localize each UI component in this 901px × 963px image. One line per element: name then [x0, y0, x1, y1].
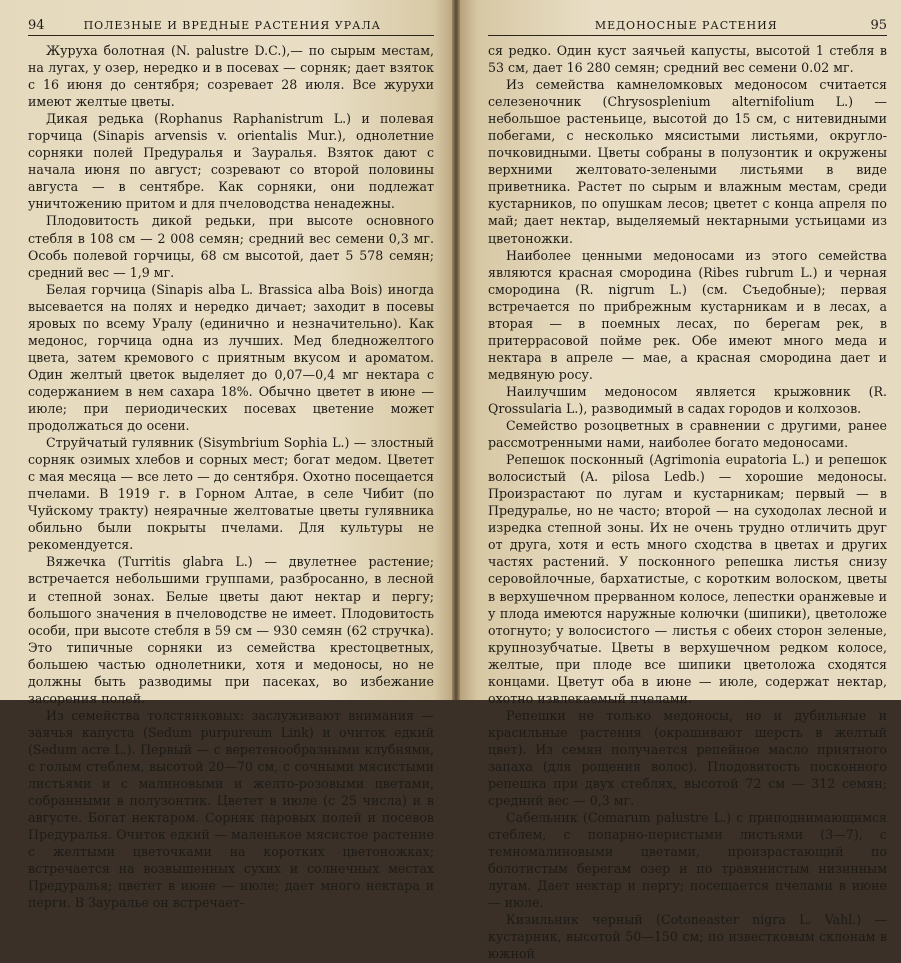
paragraph: Из семейства камнеломковых медоносом считается селезеночник (Chrysosplenium alternifolium L.) — небольшое растеньице, высотой до 15 см, с нитевидными побегами, с несколько мясистыми листьями, округло-почковидными. Цветы собраны в полузонтик и окружены верхними желтовато-зелеными листьями в виде приветника. Растет по сырым и влажным местам, среди кустарников, по опушкам лесов; цветет с конца апреля по май; дает нектар, выделяемый нектарными устьицами из цветоножки.	[488, 77, 887, 246]
paragraph: Семейство розоцветных в сравнении с другими, ранее рассмотренными нами, наиболее богато медоносами.	[488, 418, 887, 451]
paragraph: Струйчатый гулявник (Sisymbrium Sophia L.) — злостный сорняк озимых хлебов и сорных мест; богат медом. Цветет с мая месяца — все лето — до сентября. Охотно посещается пчелами. В 1919 г. в Горном Алтае, в селе Чибит (по Чуйскому тракту) неярачные желтоватые цветы гулявника обильно были покрыты пчелами. Для культуры не рекомендуется.	[28, 435, 434, 553]
paragraph: Наиболее ценными медоносами из этого семейства являются красная смородина (Ribes rubrum L.) и черная смородина (R. nigrum L.) (см. Съедобные); первая встречается по прибрежным кустарникам и в лесах, а вторая — в поемных лесах, по берегам рек, в притеррасовой пойме рек. Обе имеют много меда и нектара в апреле — мае, а красная смородина дает и медвяную росу.	[488, 247, 887, 382]
paragraph: Вяжечка (Turritis glabra L.) — двулетнее растение; встречается небольшими группами, разбросанно, в лесной и степной зонах. Белые цветы дают нектар и пергу; большого значения в пчеловодстве не имеет. Плодовитость особи, при высоте стебля в 59 см — 930 семян (62 стручка). Это типичные сорняки из семейства крестоцветных, большею частью однолетники, хотя и медоносы, но не должны быть разводимы при пасеках, во избежание засорения полей.	[28, 554, 434, 706]
left-page-text	[28, 42, 434, 911]
paragraph: Репешок посконный (Agrimonia eupatoria L.) и репешок волосистый (A. pilosa Ledb.) — хорошие медоносы. Произрастают по лугам и кустарникам; первый — в Предуралье, но не часто; второй — на суходолах лесной и изредка степной зоны. Их не очень трудно отличить друг от друга, хотя и есть много сходства в цветах и других частях растений. У посконного репешка листья снизу серовойлочные, бархатистые, с коротким волоском, цветы в верхушечном прерванном колосе, лепестки оранжевые и у плода имеются наружные колючки (шипики), цветоложе отогнуто; у волосистого — листья с обеих сторон зеленые, крупнозубчатые. Цветы в верхушечном редком колосе, желтые, при плоде все шипики цветоложа сходятся концами. Цветут оба в июне — июле, содержат нектар, охотно извлекаемый пчелами.	[488, 452, 887, 706]
right-page	[460, 0, 901, 962]
paragraph: Наилучшим медоносом является крыжовник (R. Qrossularia L.), разводимый в садах городов и колхозов.	[488, 383, 887, 416]
left-page	[0, 0, 452, 911]
right-page-text	[488, 42, 887, 963]
right-page-number: 95	[870, 18, 887, 33]
paragraph: Журуха болотная (N. palustre D.C.),— по сырым местам, на лугах, у озер, нередко и в посевах — сорняк; дает взяток с 16 июня до сентября; созревает 28 июля. Все журухи имеют желтые цветы.	[28, 43, 434, 110]
paragraph: Из семейства толстянковых: заслуживают внимания — заячья капуста (Sedum purpureum Link) и очиток едкий (Sedum acre L.). Первый — с веретенообразными клубнями, с голым стеблем, высотой 20—70 см, с сочными мясистыми листьями и с малиновыми и желто-розовыми цветами, собранными в полузонтик. Цветет в июле (с 25 числа) и в августе. Богат нектаром. Сорняк паровых полей и посевов Предуралья. Очиток едкий — маленькое мясистое растение с желтыми цветочками на коротких цветоножках; встречается на возвышенных сухих и солнечных местах Предуралья; цветет в июне — июле; дает много нектара и перги. В Зауралье он встречает-	[28, 707, 434, 911]
paragraph: Кизильник черный (Cotoneaster nigra L. Vahl.) — кустарник, высотой 50—150 см; по известковым склонам в южной	[488, 912, 887, 962]
paragraph: Плодовитость дикой редьки, при высоте основного стебля в 108 см — 2 008 семян; средний вес семени 0,3 мг. Особь полевой горчицы, 68 см высотой, дает 5 578 семян; средний вес — 1,9 мг.	[28, 213, 434, 280]
right-running-head: МЕДОНОСНЫЕ РАСТЕНИЯ	[594, 19, 778, 32]
left-running-head: ПОЛЕЗНЫЕ И ВРЕДНЫЕ РАСТЕНИЯ УРАЛА	[83, 19, 381, 32]
paragraph: Дикая редька (Rophanus Raphanistrum L.) и полевая горчица (Sinapis arvensis v. orientalis Mur.), однолетние сорняки полей Предуралья и Зауралья. Взяток дают с начала июня по август; созревают со второй половины августа — в сентябре. Как сорняки, они подлежат уничтожению притом и для пчеловодства ненадежны.	[28, 111, 434, 212]
left-page-number: 94	[28, 18, 45, 33]
paragraph: Сабельник (Comarum palustre L.) с приподнимающимся стеблем, с попарно-перистыми листьями (3—7), с темномалиновыми цветами, произрастающий по болотистым берегам озер и по травянистым низинным лугам. Дает нектар и пергу; посещается пчелами в июне — июле.	[488, 810, 887, 911]
paragraph: Репешки не только медоносы, но и дубильные и красильные растения (окрашивают шерсть в желтый цвет). Из семян получается репейное масло приятного запаха (для рощения волос). Плодовитость посконного репешка при двух стеблях, высотой 72 см — 312 семян; средний вес — 0,3 мг.	[488, 707, 887, 809]
paragraph: ся редко. Один куст заячьей капусты, высотой 1 стебля в 53 см, дает 16 280 семян; средний вес семени 0.02 мг.	[488, 43, 887, 76]
paragraph: Белая горчица (Sinapis alba L. Brassica alba Bois) иногда высевается на полях и нередко дичает; заходит в посевы яровых по всему Уралу (единично и незначительно). Как медонос, горчица одна из лучших. Мед бледножелтого цвета, затем кремового с приятным вкусом и ароматом. Один желтый цветок выделяет до 0,07—0,4 мг нектара с содержанием в нем сахара 18%. Обычно цветет в июне — июле; при периодических посевах цветение может продолжаться до осени.	[28, 281, 434, 434]
left-running-header	[28, 18, 434, 36]
right-running-header	[488, 18, 887, 36]
book-gutter	[452, 0, 460, 700]
